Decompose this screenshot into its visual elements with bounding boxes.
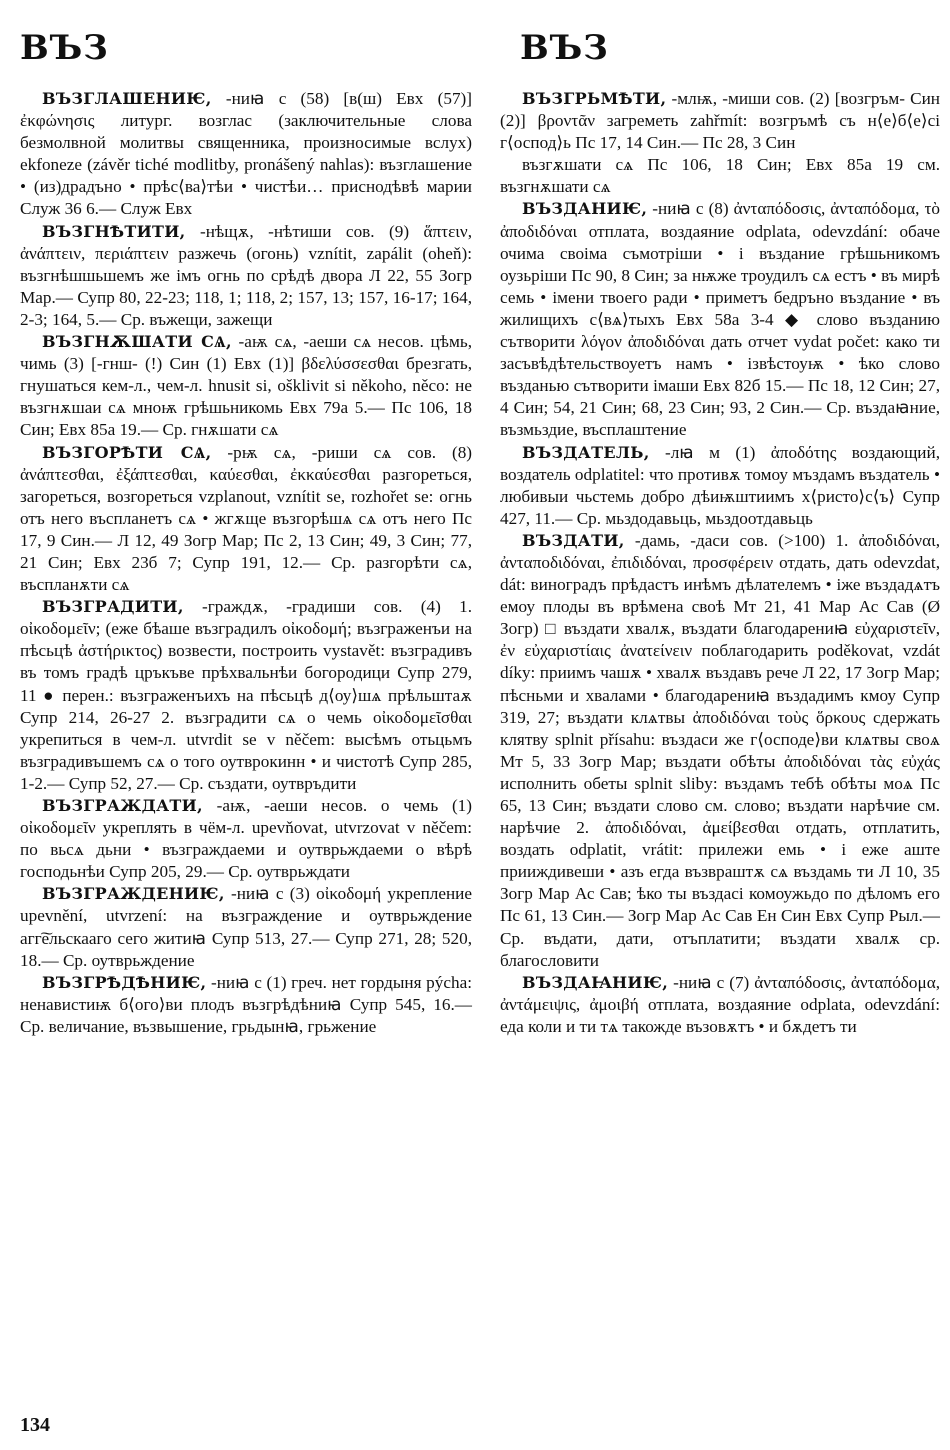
entry-definition: -ниꙗ с (3) οἰκοδομή укрепление upevnění, utvrzení: на възграждение и оутврьждение агг͠ельскааго сего житиꙗ Супр 513, 27.— Супр 271, 28; 520, 18.— Ср. оутврьждение	[20, 884, 472, 970]
dictionary-entry	[20, 883, 472, 971]
dictionary-entry	[20, 972, 472, 1038]
page-number: 134	[20, 1414, 50, 1436]
entry-definition: -нѣщѫ, -нѣтиши сов. (9) ἅπτειν, ἀνάπτειν, περιάπτειν разжечь (огонь) vznítit, zapálit (oheň): възгнѣшшьшемъ же імъ огнь по срѣдѣ двора Л 22, 55 Зогр Мар.— Супр 80, 22-23; 118, 1; 118, 2; 157, 13; 157, 16-17; 164, 2-3; 164, 5.— Ср. въжещи, зажещи	[20, 221, 472, 329]
left-column	[20, 88, 472, 1038]
entry-definition: -аѭ, -аеши несов. о чемь (1) οἰκοδομεῖν укреплять в чём-л. upevňovat, utvrzovat v něčem: по вьсѧ дьни • възграждаеми и оутврьждаеми о вѣрѣ господьнѣи Супр 205, 29.— Ср. оутврьждати	[20, 796, 472, 882]
running-head-left: ВЪЗ	[20, 28, 109, 68]
entry-definition: -млѭ, -миши сов. (2) [возгръм- Син (2)] βροντᾶν загреметь zahřmít: возгръмѣ съ н⟨е⟩б⟨е⟩сі г⟨оспод⟩ь Пс 17, 14 Син.— Пс 28, 3 Син	[500, 89, 940, 153]
dictionary-entry	[500, 88, 940, 154]
dictionary-entry	[500, 442, 940, 530]
entry-definition: -ниꙗ с (58) [в(ш) Евх (57)] ἐκφώνησις литург. возглас (заключительные слова безмолвной молитвы священника, произносимые вслух) ekfoneze (závěr tiché modlitby, pronášený nahlas): възглашение • (из)драдъно • прѣс⟨ва⟩тѣи • чистѣи… приснодѣвѣ марии Служ 36 6.— Служ Евх	[20, 89, 472, 219]
dictionary-entry	[20, 331, 472, 441]
entry-definition: -дамь, -даси сов. (>100) 1. ἀποδιδόναι, ἀνταποδιδόναι, ἐπιδιδόναι, προσφέρειν отдать, дать odevzdat, dát: виноградъ прѣдастъ инѣмъ дѣлателемъ • іже въздадѧтъ емоу плоды въ врѣмена своѣ Мт 21, 41 Мар Ас Сав (Ø Зогр) □ въздати хвалѫ, въздати благодарениꙗ εὐχαριστεῖν, ἐν εὐχαριστίαις ἀνατείνειν поблагодарить poděkovat, vzdát díky: приимъ чашѫ • хвалѫ въздавъ рече Л 22, 17 Зогр Мар; пѣсньми и хвалами • благодарениꙗ въздадимъ кмоу Супр 319, 27; въздати клѧтвы ἀποδιδόναι τοὺς ὅρκους сдержать клятву splnit přísahu: въздаси же г⟨осподе⟩ви клѧтвы своѧ Мт 5, 33 Зогр Мар; въздати обѣты ἀποδιδόναι τὰς εὐχάς исполнить обеты splnit sliby: въздамъ тебѣ обѣты моѧ Пс 65, 13 Син; въздати слово см. слово; въздати нарѣчие см. нарѣчие 2. ἀποδιδόναι, ἀμείβεσθαι отдать, отплатить, воздать odplatit, vrátit: прилежи емь • і еже аште прииждивеши • азъ егда възвраштѫ сѧ въздамь ти Л 10, 35 Зогр Мар Ас Сав; ѣко ты въздасі комоужьдо по дѣломъ его Пс 61, 13 Син.— Зогр Мар Ас Сав Ен Син Евх Супр Рыл.— Ср. въдати, дати, отъплатити; въздати хвалѫ ср. благословити	[500, 530, 940, 970]
dictionary-entry	[20, 221, 472, 331]
dictionary-entry	[20, 442, 472, 597]
running-head-right: ВЪЗ	[520, 28, 609, 68]
entry-headword: ВЪЗГНѪШАТИ СѦ,	[42, 332, 232, 352]
entry-headword: ВЪЗДАТЕЛЬ,	[522, 442, 650, 462]
right-column	[500, 88, 940, 1038]
dictionary-entry	[500, 198, 940, 441]
entry-headword: ВЪЗГРАДИТИ,	[42, 597, 184, 617]
entry-definition: -лꙗ м (1) ἀποδότης воздающий, воздатель odplatitel: что противѫ томоу мъздамъ въздатель • любивыи чьстемь добро дѣиѭштиимъ х⟨ристо⟩с⟨ъ⟩ Супр 427, 11.— Ср. мьздодавьць, мьздоотдавьць	[500, 442, 940, 528]
entry-definition: -рѭ сѧ, -риши сѧ сов. (8) ἀνάπτεσθαι, ἐξάπτεσθαι, καύεσθαι, ἐκκαύεσθαι разгореться, загореться, возгореться vzplanout, vznítit se, rozhořet se: огнь отъ него въспланетъ сѧ • жгѫще възгорѣшѧ сѧ отъ него Пс 17, 9 Син.— Л 12, 49 Зогр Мар; Пс 2, 13 Син; 49, 3 Син; 77, 21 Син; Евх 23б 7; Супр 191, 12.— Ср. разгорѣти сѧ, въспланѫти сѧ	[20, 442, 473, 595]
entry-definition: -ниꙗ с (1) греч. нет гордыня pýcha: ненавистиѭ б⟨ого⟩ви плодъ възгрѣдѣниꙗ Супр 545, 16.— Ср. величание, възвышение, грьдынꙗ, грьжение	[20, 972, 472, 1036]
entry-definition: възгѫшати сѧ Пс 106, 18 Син; Евх 85а 19 см. възгнѫшати сѧ	[500, 155, 940, 197]
entry-definition: -ниꙗ с (7) ἀνταπόδοσις, ἀνταπόδομα, ἀντάμειψις, ἀμοιβή отплата, воздаяние odplata, odevzdání: еда коли и ти тѧ такожде възовѫтъ • и бѫдетъ ти	[500, 972, 940, 1036]
dictionary-entry	[500, 972, 940, 1038]
dictionary-entry	[20, 795, 472, 883]
entry-definition: -аѭ сѧ, -аеши сѧ несов. цѣмь, чимь (3) [-гнш- (!) Син (1) Евх (1)] βδελύσσεσθαι брезгать, гнушаться кем-л., чем-л. hnusit si, ošklivit si někoho, něco: не възгнѫшаи сѧ мноѭ грѣшьникомь Евх 79а 5.— Пс 106, 18 Син; Евх 85а 19.— Ср. гнѫшати сѧ	[20, 332, 472, 440]
entry-headword: ВЪЗГРЬМѢТИ,	[522, 89, 667, 108]
entry-definition: -ниꙗ с (8) ἀνταπόδοσις, ἀνταπόδομα, τὸ ἀποδιδόναι отплата, воздаяние odplata, odevzdání: обаче очима своіма съмотріши • і въздание грѣшьникомъ оузьріши Пс 90, 8 Син; за нѭже троудилъ сѧ естъ • въ мирѣ семь • імени твоего ради • приметъ бедръно въздание • въ жилищихъ с⟨вѧ⟩тыхъ Евх 58а 3-4 ◆ слово възданию сътворити λόγον ἀποδιδόναι дать отчет vydat počet: како ти засъвѣдѣтельствоуетъ намъ • ізвѣстоуѭ • ѣко слово възданью сътворити імаши Евх 82б 15.— Пс 18, 12 Син; 27, 4 Син; 54, 21 Син; 68, 23 Син; 93, 2 Син.— Ср. въздаꙗние, възмьздие, въсплаштение	[500, 199, 940, 440]
entry-headword: ВЪЗГРАЖДАТИ,	[42, 796, 203, 815]
entry-headword: ВЪЗДАꙖНИѤ,	[522, 972, 669, 992]
dictionary-entry	[500, 154, 940, 198]
entry-headword: ВЪЗДАТИ,	[522, 530, 625, 550]
entry-headword: ВЪЗГЛАШЕНИѤ,	[42, 89, 212, 108]
entry-headword: ВЪЗГРАЖДЕНИѤ,	[42, 884, 225, 904]
entry-headword: ВЪЗДАНИѤ,	[522, 199, 648, 219]
entry-headword: ВЪЗГНѢТИТИ,	[42, 221, 186, 241]
entry-headword: ВЪЗГРѢДѢНИѤ,	[42, 972, 207, 992]
entry-headword: ВЪЗГОРѢТИ СѦ,	[42, 442, 212, 462]
entry-definition: -граждѫ, -градиши сов. (4) 1. οἰκοδομεῖν; (еже бѣаше възградилъ οἰκοδομή; възграженъи на пѣсьцѣ ἀστήρικτος) возвести, построить vystavět: възградивъ въ томъ градѣ цръкъве прѣхвальнѣи богородици Супр 279, 11 ● перен.: възграженъихъ на пѣсьцѣ д⟨оу⟩шѧ прѣльштаѫ Супр 214, 26-27 2. възградити сѧ о чемь οἰκοδομεῖσθαι укрепиться в чем-л. utvrdit se v něčem: высѣмъ отьцьмъ възградивъшемъ сѧ о того оутврокинн • и чистотѣ Супр 285, 1-2.— Супр 52, 27.— Ср. създати, оутвръдити	[20, 597, 472, 793]
dictionary-entry	[500, 530, 940, 972]
dictionary-entry	[20, 88, 472, 221]
dictionary-entry	[20, 596, 472, 795]
